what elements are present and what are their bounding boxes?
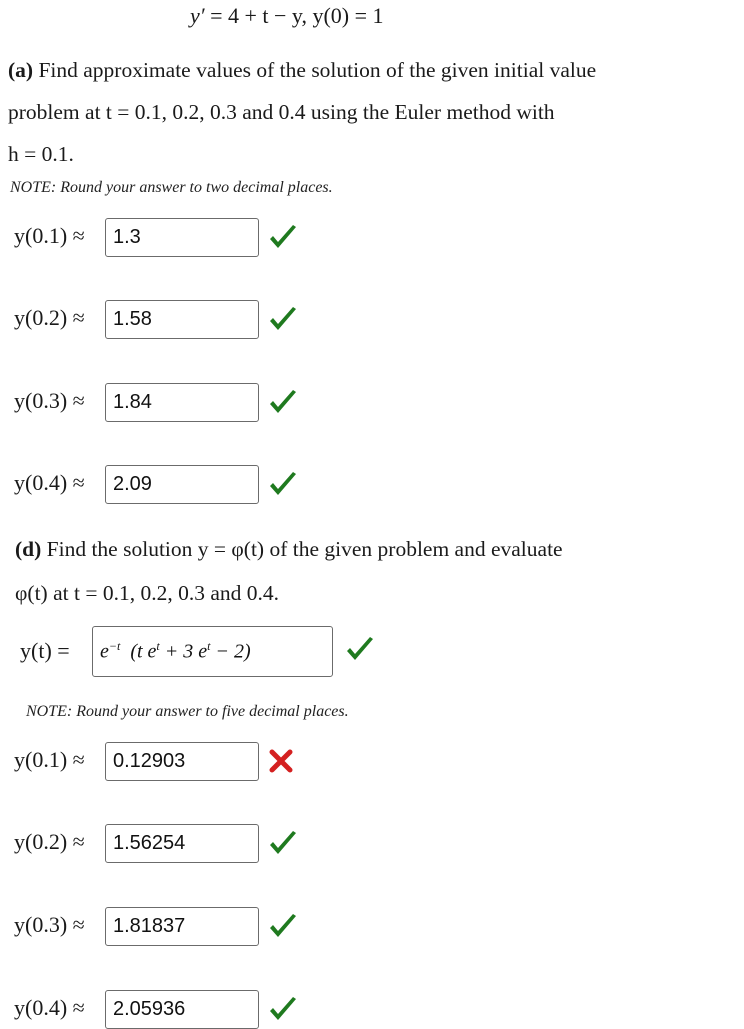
- equation-lhs: y′: [190, 3, 205, 28]
- solution-exp: −t: [108, 639, 121, 653]
- check-icon: [268, 830, 298, 862]
- part-a-line2: problem at t = 0.1, 0.2, 0.3 and 0.4 using the Euler method with: [8, 100, 555, 124]
- part-a-line1-text: Find approximate values of the solution of the given initial value: [38, 58, 597, 82]
- part-d-note: NOTE: Round your answer to five decimal places.: [26, 703, 349, 720]
- check-icon: [268, 306, 298, 338]
- part-d-answer-input[interactable]: 1.56254: [105, 824, 259, 863]
- part-a-answer-input[interactable]: 1.84: [105, 383, 259, 422]
- part-d-answer-input[interactable]: 2.05936: [105, 990, 259, 1029]
- solution-exp2: t: [207, 639, 211, 653]
- part-d-line2: φ(t) at t = 0.1, 0.2, 0.3 and 0.4.: [15, 581, 279, 605]
- part-a-row-label: y(0.2) ≈: [14, 305, 85, 330]
- part-d-row-label: y(0.2) ≈: [14, 829, 85, 854]
- part-d-answer-input[interactable]: 1.81837: [105, 907, 259, 946]
- part-a-answer-input[interactable]: 2.09: [105, 465, 259, 504]
- solution-close: − 2): [210, 640, 251, 663]
- solution-correct-icon: [345, 636, 375, 664]
- part-a-row-label: y(0.4) ≈: [14, 470, 85, 495]
- part-d-answer-input[interactable]: 0.12903: [105, 742, 259, 781]
- part-a-note: NOTE: Round your answer to two decimal places.: [10, 179, 333, 196]
- part-a-answer-input[interactable]: 1.58: [105, 300, 259, 339]
- check-icon: [268, 996, 298, 1028]
- cross-icon: [268, 748, 294, 778]
- solution-exp1: t: [156, 639, 160, 653]
- part-a-row-label: y(0.3) ≈: [14, 388, 85, 413]
- part-d-line1-text: Find the solution y = φ(t) of the given problem and evaluate: [46, 537, 563, 561]
- equation-rest: = 4 + t − y, y(0) = 1: [210, 3, 384, 28]
- solution-input[interactable]: [92, 626, 333, 677]
- solution-open: (t e: [130, 640, 157, 663]
- part-a-line3: h = 0.1.: [8, 142, 74, 166]
- header-equation: [190, 3, 384, 29]
- part-a-line1: [8, 58, 596, 83]
- check-icon: [268, 913, 298, 945]
- solution-mid: + 3 e: [159, 640, 208, 663]
- solution-label: y(t) =: [20, 638, 70, 663]
- part-a-label: (a): [8, 58, 34, 82]
- solution-e: e: [100, 640, 109, 663]
- part-d-row-label: y(0.1) ≈: [14, 747, 85, 772]
- check-icon: [268, 224, 298, 256]
- check-icon: [268, 471, 298, 503]
- part-d-label: (d): [15, 537, 42, 561]
- part-d-row-label: y(0.4) ≈: [14, 995, 85, 1020]
- part-d-line1: [15, 537, 563, 562]
- part-a-row-label: y(0.1) ≈: [14, 223, 85, 248]
- part-a-answer-input[interactable]: 1.3: [105, 218, 259, 257]
- check-icon: [268, 389, 298, 421]
- part-d-row-label: y(0.3) ≈: [14, 912, 85, 937]
